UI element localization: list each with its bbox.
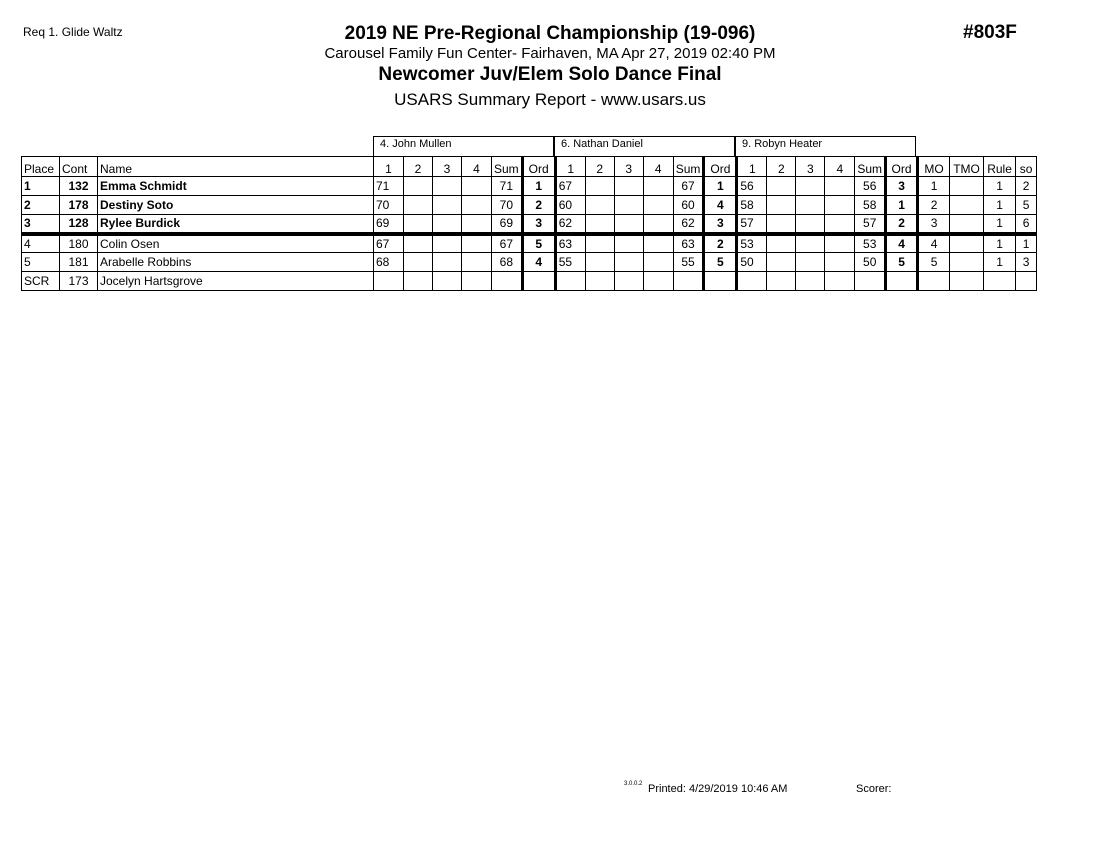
judge-1-score-3 <box>433 253 462 272</box>
judge-3-sum: 58 <box>855 196 886 215</box>
judge-1-score-4 <box>462 272 492 291</box>
judge-1-score-2 <box>404 177 433 196</box>
place-cell: SCR <box>22 272 60 291</box>
judge-3-score-s3-header: 3 <box>796 157 825 177</box>
judge-2-ordinal: 1 <box>704 177 737 196</box>
judge-2-score-1: 60 <box>555 196 585 215</box>
judge-2-score-1: 62 <box>555 215 585 234</box>
judge-2-score-1: 63 <box>555 234 585 253</box>
judge-2-ordinal: 4 <box>704 196 737 215</box>
judge-2-score-s2-header: 2 <box>585 157 614 177</box>
name-cell: Destiny Soto <box>98 196 374 215</box>
judge-3-score-3 <box>796 215 825 234</box>
judge-1-score-s4-header: 4 <box>462 157 492 177</box>
judge-3-score-4 <box>825 234 855 253</box>
place-cell: 4 <box>22 234 60 253</box>
judge-3-sum: 57 <box>855 215 886 234</box>
judge-3-score-4 <box>825 253 855 272</box>
judge-2-score-1: 55 <box>555 253 585 272</box>
judge-3-ordinal: 3 <box>886 177 918 196</box>
judge-3-score-1: 53 <box>737 234 767 253</box>
judge-1-sum-header: Sum <box>492 157 523 177</box>
judge-2-ord-header: Ord <box>704 157 737 177</box>
tmo-cell <box>950 253 984 272</box>
judge-2-score-3 <box>614 253 643 272</box>
rule-cell: 1 <box>984 215 1016 234</box>
judge-1-score-4 <box>462 234 492 253</box>
judge-1-score-s2-header: 2 <box>404 157 433 177</box>
judge-1-ordinal: 4 <box>522 253 555 272</box>
judge-3-score-3 <box>796 177 825 196</box>
judge-1-ordinal <box>522 272 555 291</box>
judge-3-score-2 <box>767 253 796 272</box>
judge-3-score-1: 57 <box>737 215 767 234</box>
place-cell: 3 <box>22 215 60 234</box>
version-footnote: 3.0.0.2 <box>624 781 643 787</box>
tmo-cell <box>950 196 984 215</box>
mo-cell: 4 <box>918 234 950 253</box>
cont-cell: 128 <box>60 215 98 234</box>
judge-2-score-4 <box>643 234 673 253</box>
header-row <box>22 157 1037 177</box>
judge-2-score-3 <box>614 177 643 196</box>
judge-header-1: 4. John Mullen <box>373 136 554 156</box>
name-cell: Jocelyn Hartsgrove <box>98 272 374 291</box>
judge-3-score-2 <box>767 215 796 234</box>
required-dance-label: Req 1. Glide Waltz <box>23 25 123 39</box>
judge-1-score-2 <box>404 215 433 234</box>
place-cell: 1 <box>22 177 60 196</box>
judge-3-sum: 56 <box>855 177 886 196</box>
judge-1-ordinal: 5 <box>522 234 555 253</box>
judge-3-score-2 <box>767 234 796 253</box>
judge-1-score-1: 71 <box>374 177 404 196</box>
document-number: #803F <box>963 22 1017 43</box>
judge-2-score-2 <box>585 234 614 253</box>
venue-line: Carousel Family Fun Center- Fairhaven, MA Apr 27, 2019 02:40 PM <box>324 45 776 62</box>
judge-3-sum <box>855 272 886 291</box>
judge-1-score-3 <box>433 215 462 234</box>
judge-3-ordinal: 2 <box>886 215 918 234</box>
place-cell: 2 <box>22 196 60 215</box>
judge-1-score-4 <box>462 196 492 215</box>
table-row <box>22 215 1037 234</box>
tmo-cell <box>950 177 984 196</box>
so-header: so <box>1016 157 1037 177</box>
judge-3-ordinal: 4 <box>886 234 918 253</box>
so-cell: 5 <box>1016 196 1037 215</box>
judge-3-score-4 <box>825 177 855 196</box>
name-cell: Emma Schmidt <box>98 177 374 196</box>
judge-1-score-4 <box>462 177 492 196</box>
judge-1-score-3 <box>433 234 462 253</box>
so-cell <box>1016 272 1037 291</box>
judge-3-sum: 50 <box>855 253 886 272</box>
report-title: USARS Summary Report - www.usars.us <box>394 90 706 109</box>
table-row <box>22 177 1037 196</box>
judge-1-score-2 <box>404 253 433 272</box>
rule-cell <box>984 272 1016 291</box>
name-cell: Arabelle Robbins <box>98 253 374 272</box>
judge-2-score-2 <box>585 272 614 291</box>
judge-1-score-1: 70 <box>374 196 404 215</box>
so-cell: 1 <box>1016 234 1037 253</box>
judge-1-score-3 <box>433 177 462 196</box>
judge-2-score-s4-header: 4 <box>643 157 673 177</box>
judge-2-sum: 63 <box>673 234 704 253</box>
tmo-cell <box>950 234 984 253</box>
cont-cell: 132 <box>60 177 98 196</box>
judge-header-2: 6. Nathan Daniel <box>554 136 735 156</box>
judge-3-score-4 <box>825 196 855 215</box>
judge-1-sum: 71 <box>492 177 523 196</box>
judge-1-sum: 68 <box>492 253 523 272</box>
judge-3-score-1 <box>737 272 767 291</box>
judge-2-sum: 67 <box>673 177 704 196</box>
tmo-header: TMO <box>950 157 984 177</box>
judge-3-score-3 <box>796 272 825 291</box>
judge-2-score-1 <box>555 272 585 291</box>
event-title: Newcomer Juv/Elem Solo Dance Final <box>378 64 722 85</box>
judge-2-score-2 <box>585 196 614 215</box>
judge-3-score-2 <box>767 177 796 196</box>
judge-3-score-2 <box>767 272 796 291</box>
judge-2-sum: 55 <box>673 253 704 272</box>
judge-2-ordinal: 5 <box>704 253 737 272</box>
judge-2-score-4 <box>643 253 673 272</box>
judge-2-score-2 <box>585 177 614 196</box>
mo-cell: 1 <box>918 177 950 196</box>
judge-2-score-4 <box>643 215 673 234</box>
judge-3-score-3 <box>796 234 825 253</box>
judge-1-ordinal: 2 <box>522 196 555 215</box>
judge-2-score-4 <box>643 272 673 291</box>
judge-2-score-s1-header: 1 <box>555 157 585 177</box>
judge-2-sum: 62 <box>673 215 704 234</box>
judge-2-sum: 60 <box>673 196 704 215</box>
judge-3-score-4 <box>825 215 855 234</box>
table-row <box>22 196 1037 215</box>
judge-1-score-1: 67 <box>374 234 404 253</box>
judge-3-score-1: 58 <box>737 196 767 215</box>
judge-header-3: 9. Robyn Heater <box>735 136 916 156</box>
name-header: Name <box>98 157 374 177</box>
judge-2-score-4 <box>643 196 673 215</box>
judge-1-score-1: 68 <box>374 253 404 272</box>
judge-1-score-1: 69 <box>374 215 404 234</box>
rule-cell: 1 <box>984 253 1016 272</box>
judge-2-sum-header: Sum <box>673 157 704 177</box>
judge-2-score-3 <box>614 234 643 253</box>
judge-1-sum: 70 <box>492 196 523 215</box>
judge-2-score-2 <box>585 253 614 272</box>
judge-1-sum: 69 <box>492 215 523 234</box>
rule-cell: 1 <box>984 234 1016 253</box>
so-cell: 2 <box>1016 177 1037 196</box>
rule-cell: 1 <box>984 196 1016 215</box>
judge-2-ordinal: 3 <box>704 215 737 234</box>
printed-timestamp: Printed: 4/29/2019 10:46 AM <box>648 783 788 795</box>
judge-2-score-s3-header: 3 <box>614 157 643 177</box>
tmo-cell <box>950 215 984 234</box>
scorer-label: Scorer: <box>856 783 892 795</box>
judge-1-score-2 <box>404 196 433 215</box>
mo-cell: 5 <box>918 253 950 272</box>
place-header: Place <box>22 157 60 177</box>
judge-3-sum-header: Sum <box>855 157 886 177</box>
judge-2-sum <box>673 272 704 291</box>
judge-1-score-s1-header: 1 <box>374 157 404 177</box>
table-row <box>22 272 1037 291</box>
judge-1-score-1 <box>374 272 404 291</box>
judge-2-score-3 <box>614 196 643 215</box>
judge-3-score-3 <box>796 196 825 215</box>
so-cell: 6 <box>1016 215 1037 234</box>
judge-3-score-3 <box>796 253 825 272</box>
name-cell: Rylee Burdick <box>98 215 374 234</box>
name-cell: Colin Osen <box>98 234 374 253</box>
table-row <box>22 253 1037 272</box>
place-cell: 5 <box>22 253 60 272</box>
judge-2-ordinal <box>704 272 737 291</box>
judge-2-score-1: 67 <box>555 177 585 196</box>
mo-cell <box>918 272 950 291</box>
tmo-cell <box>950 272 984 291</box>
judge-1-score-3 <box>433 196 462 215</box>
judge-1-ord-header: Ord <box>522 157 555 177</box>
judge-3-ordinal: 5 <box>886 253 918 272</box>
judge-3-score-s1-header: 1 <box>737 157 767 177</box>
judge-1-score-3 <box>433 272 462 291</box>
judge-3-ordinal <box>886 272 918 291</box>
judge-3-score-s2-header: 2 <box>767 157 796 177</box>
judge-3-ord-header: Ord <box>886 157 918 177</box>
judge-1-ordinal: 1 <box>522 177 555 196</box>
competition-title: 2019 NE Pre-Regional Championship (19-096) <box>344 23 756 44</box>
results-table <box>21 156 1037 291</box>
judge-2-score-3 <box>614 272 643 291</box>
judge-3-score-4 <box>825 272 855 291</box>
judge-1-score-4 <box>462 215 492 234</box>
cont-cell: 178 <box>60 196 98 215</box>
judge-1-score-2 <box>404 272 433 291</box>
judge-1-score-4 <box>462 253 492 272</box>
cont-cell: 181 <box>60 253 98 272</box>
judge-1-score-2 <box>404 234 433 253</box>
rule-header: Rule <box>984 157 1016 177</box>
judge-2-score-2 <box>585 215 614 234</box>
judge-3-ordinal: 1 <box>886 196 918 215</box>
mo-cell: 3 <box>918 215 950 234</box>
judge-1-sum: 67 <box>492 234 523 253</box>
mo-cell: 2 <box>918 196 950 215</box>
mo-header: MO <box>918 157 950 177</box>
judge-1-ordinal: 3 <box>522 215 555 234</box>
judge-3-score-s4-header: 4 <box>825 157 855 177</box>
judge-3-score-1: 56 <box>737 177 767 196</box>
judge-3-score-2 <box>767 196 796 215</box>
judge-1-score-s3-header: 3 <box>433 157 462 177</box>
judge-2-score-3 <box>614 215 643 234</box>
judge-3-sum: 53 <box>855 234 886 253</box>
judge-3-score-1: 50 <box>737 253 767 272</box>
cont-cell: 180 <box>60 234 98 253</box>
cont-header: Cont <box>60 157 98 177</box>
cont-cell: 173 <box>60 272 98 291</box>
judge-1-sum <box>492 272 523 291</box>
so-cell: 3 <box>1016 253 1037 272</box>
table-row <box>22 234 1037 253</box>
judge-2-ordinal: 2 <box>704 234 737 253</box>
rule-cell: 1 <box>984 177 1016 196</box>
judge-2-score-4 <box>643 177 673 196</box>
